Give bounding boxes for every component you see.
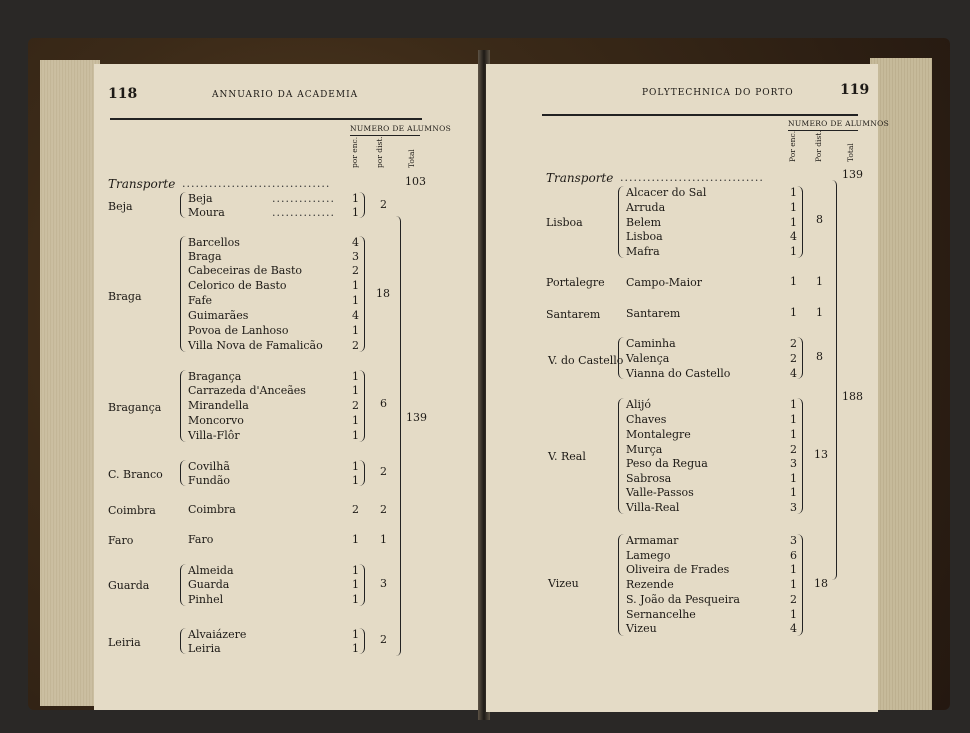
place-count: 2 (352, 339, 359, 352)
grand-total: 188 (842, 390, 863, 403)
place-name: Guarda (188, 578, 230, 591)
place-count: 1 (790, 608, 797, 621)
place-name: Lisboa (626, 230, 663, 243)
district-name: Faro (108, 534, 134, 547)
place-count: 1 (352, 460, 359, 473)
place-name: Belem (626, 216, 662, 229)
place-name: Moncorvo (188, 414, 244, 427)
col-label-enc: por enc. (350, 136, 359, 168)
district-total: 1 (380, 533, 387, 546)
left-page (94, 64, 482, 710)
district-total: 2 (380, 633, 387, 646)
district-brace (618, 398, 625, 514)
place-name: Faro (188, 533, 214, 546)
count-brace (358, 628, 365, 654)
place-count: 1 (352, 429, 359, 442)
place-name: Chaves (626, 413, 667, 426)
place-count: 1 (352, 279, 359, 292)
place-count: 1 (790, 186, 797, 199)
district-brace (180, 460, 187, 486)
place-count: 1 (790, 578, 797, 591)
place-count: 2 (790, 337, 797, 350)
place-count: 1 (790, 275, 797, 288)
place-name: Covilhã (188, 460, 230, 473)
place-name: Villa-Flôr (188, 429, 240, 442)
place-name: Pinhel (188, 593, 224, 606)
district-total: 2 (380, 503, 387, 516)
place-count: 4 (790, 230, 797, 243)
place-name: Beja (188, 192, 213, 205)
col-label-total: Total (407, 149, 416, 168)
place-count: 3 (352, 250, 359, 263)
place-name: Celorico de Basto (188, 279, 287, 292)
place-count: 1 (352, 593, 359, 606)
count-brace (796, 534, 803, 636)
district-name: Coimbra (108, 504, 156, 517)
district-name: Portalegre (546, 276, 605, 289)
place-name: Alcacer do Sal (626, 186, 707, 199)
header-rule (542, 114, 858, 116)
col-label-enc: Por enc. (788, 130, 797, 162)
place-count: 1 (790, 398, 797, 411)
place-count: 4 (790, 622, 797, 635)
place-count: 1 (352, 628, 359, 641)
count-brace (358, 370, 365, 442)
place-name: Braga (188, 250, 222, 263)
district-brace (618, 337, 625, 379)
place-count: 1 (352, 324, 359, 337)
district-brace (180, 628, 187, 654)
district-name: Guarda (108, 579, 150, 592)
district-total: 8 (816, 213, 823, 226)
place-name: Cabeceiras de Basto (188, 264, 303, 277)
place-name: Montalegre (626, 428, 691, 441)
place-name: Leiria (188, 642, 221, 655)
place-count: 1 (790, 306, 797, 319)
place-name: Lamego (626, 549, 671, 562)
place-name: Arruda (626, 201, 666, 214)
district-total: 1 (816, 306, 823, 319)
place-count: 1 (790, 472, 797, 485)
place-count: 4 (352, 309, 359, 322)
district-name: Lisboa (546, 216, 583, 229)
place-name: Guimarães (188, 309, 249, 322)
count-brace (358, 192, 365, 218)
place-count: 1 (352, 474, 359, 487)
count-brace (358, 564, 365, 606)
place-count: 2 (352, 264, 359, 277)
district-brace (180, 564, 187, 606)
district-name: Bragança (108, 401, 162, 414)
place-name: Bragança (188, 370, 242, 383)
place-name: Armamar (626, 534, 679, 547)
place-name: S. João da Pesqueira (626, 593, 740, 606)
district-total: 3 (380, 577, 387, 590)
place-name: Vianna do Castello (626, 367, 731, 380)
place-count: 3 (790, 457, 797, 470)
place-count: 1 (790, 428, 797, 441)
place-name: Fundão (188, 474, 231, 487)
place-name: Vizeu (626, 622, 657, 635)
place-count: 1 (790, 201, 797, 214)
transport-value: 103 (405, 175, 426, 188)
place-count: 2 (352, 399, 359, 412)
district-brace (618, 186, 625, 258)
district-total: 2 (380, 198, 387, 211)
leader-dots: .............. (272, 206, 335, 219)
district-name: Braga (108, 290, 142, 303)
place-name: Sabrosa (626, 472, 672, 485)
place-name: Oliveira de Frades (626, 563, 730, 576)
district-name: Vizeu (548, 577, 579, 590)
column-header: NUMERO DE ALUMNOS (350, 124, 452, 133)
district-brace (180, 370, 187, 442)
place-name: Villa-Real (626, 501, 680, 514)
place-name: Fafe (188, 294, 213, 307)
place-count: 1 (352, 533, 359, 546)
place-name: Peso da Regua (626, 457, 708, 470)
transport-value: 139 (842, 168, 863, 181)
col-label-total: Total (846, 143, 855, 162)
place-name: Alijó (626, 398, 652, 411)
place-count: 1 (790, 413, 797, 426)
district-name: V. do Castello (548, 354, 624, 367)
place-count: 1 (352, 192, 359, 205)
place-count: 1 (790, 563, 797, 576)
district-total: 18 (814, 577, 828, 590)
place-count: 3 (790, 501, 797, 514)
place-count: 2 (790, 593, 797, 606)
transport-label: Transporte (546, 171, 614, 185)
header-rule (110, 118, 422, 120)
count-brace (796, 337, 803, 379)
place-name: Rezende (626, 578, 674, 591)
place-count: 1 (352, 384, 359, 397)
count-brace (358, 236, 365, 352)
district-name: Leiria (108, 636, 141, 649)
grand-total-brace (396, 216, 401, 656)
place-count: 1 (352, 564, 359, 577)
page-number: 119 (840, 82, 870, 98)
place-count: 1 (352, 642, 359, 655)
place-count: 1 (790, 216, 797, 229)
place-name: Barcellos (188, 236, 240, 249)
district-name: V. Real (548, 450, 586, 463)
place-count: 1 (790, 245, 797, 258)
grand-total-brace (832, 180, 837, 580)
place-name: Moura (188, 206, 225, 219)
place-count: 2 (352, 503, 359, 516)
district-brace (618, 534, 625, 636)
col-label-dist: por dist. (375, 136, 384, 168)
district-total: 8 (816, 350, 823, 363)
place-name: Povoa de Lanhoso (188, 324, 289, 337)
column-header-rule (788, 130, 858, 131)
leader-dots: .............. (272, 192, 335, 205)
right-page-edges (870, 58, 932, 710)
right-page (486, 64, 890, 712)
place-count: 4 (352, 236, 359, 249)
transport-label: Transporte (108, 177, 176, 191)
place-name: Murça (626, 443, 663, 456)
running-head: POLYTECHNICA DO PORTO (642, 88, 794, 98)
place-name: Caminha (626, 337, 676, 350)
place-name: Alvaiázere (188, 628, 247, 641)
place-name: Santarem (626, 307, 681, 320)
place-count: 2 (790, 352, 797, 365)
district-total: 2 (380, 465, 387, 478)
page-number: 118 (108, 86, 138, 102)
place-count: 3 (790, 534, 797, 547)
place-name: Mirandella (188, 399, 249, 412)
place-name: Almeida (188, 564, 234, 577)
place-count: 1 (790, 486, 797, 499)
place-count: 1 (352, 370, 359, 383)
place-name: Sernancelhe (626, 608, 696, 621)
place-name: Carrazeda d'Anceães (188, 384, 306, 397)
district-name: C. Branco (108, 468, 163, 481)
leader-dots: ................................ (620, 171, 764, 184)
place-count: 1 (352, 206, 359, 219)
district-name: Beja (108, 200, 133, 213)
district-brace (180, 236, 187, 352)
column-header-rule (350, 135, 420, 136)
grand-total: 139 (406, 411, 427, 424)
place-name: Villa Nova de Famalicão (188, 339, 323, 352)
district-name: Santarem (546, 308, 601, 321)
place-count: 1 (352, 294, 359, 307)
district-total: 13 (814, 448, 828, 461)
district-total: 1 (816, 275, 823, 288)
place-name: Valença (626, 352, 670, 365)
place-name: Coimbra (188, 503, 236, 516)
place-count: 1 (352, 578, 359, 591)
place-count: 4 (790, 367, 797, 380)
place-name: Mafra (626, 245, 660, 258)
district-total: 6 (380, 397, 387, 410)
left-page-edges (40, 60, 100, 706)
place-count: 2 (790, 443, 797, 456)
place-name: Valle-Passos (626, 486, 694, 499)
column-header: NUMERO DE ALUMNOS (788, 119, 890, 128)
count-brace (358, 460, 365, 486)
leader-dots: ................................. (182, 177, 331, 190)
count-brace (796, 398, 803, 514)
district-brace (180, 192, 187, 218)
place-count: 1 (352, 414, 359, 427)
district-total: 18 (376, 287, 390, 300)
count-brace (796, 186, 803, 258)
col-label-dist: Por dist. (814, 130, 823, 162)
place-count: 6 (790, 549, 797, 562)
place-name: Campo-Maior (626, 276, 703, 289)
running-head: ANNUARIO DA ACADEMIA (212, 90, 359, 100)
